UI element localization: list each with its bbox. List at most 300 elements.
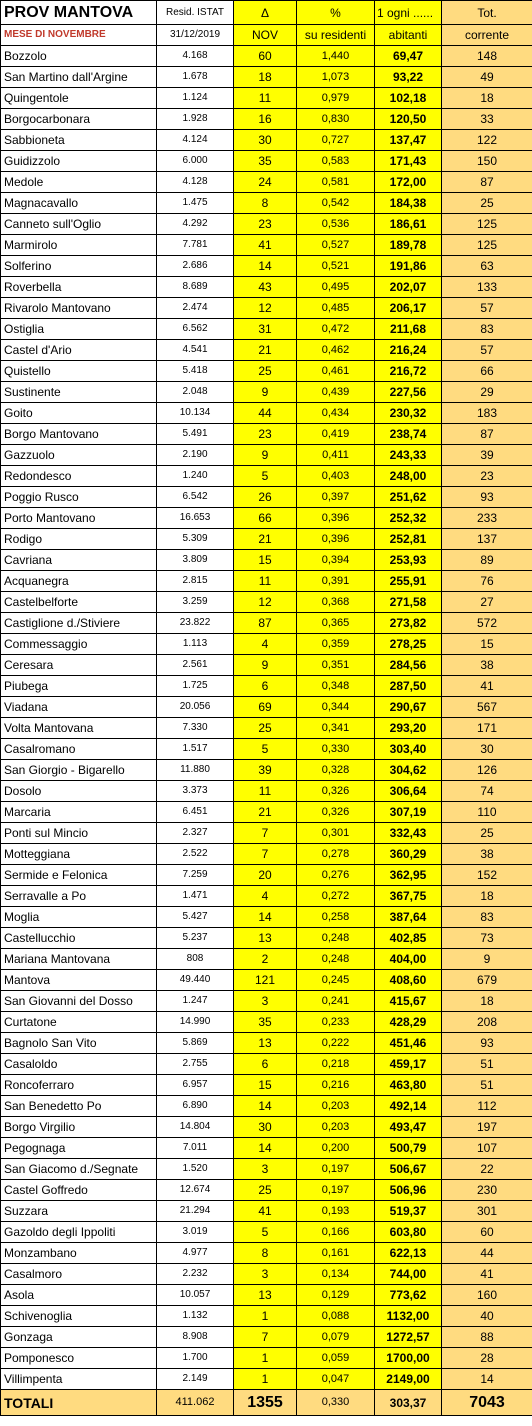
pct-cell: 0,394 bbox=[297, 550, 375, 571]
table-row bbox=[1, 970, 532, 991]
total-cell: 83 bbox=[442, 907, 532, 928]
total-cell: 122 bbox=[442, 130, 532, 151]
comune-name: San Benedetto Po bbox=[1, 1096, 157, 1117]
total-cell: 74 bbox=[442, 781, 532, 802]
pct-cell: 0,197 bbox=[297, 1159, 375, 1180]
table-row bbox=[1, 949, 532, 970]
residents-cell: 2.327 bbox=[157, 823, 234, 844]
ratio-cell: 189,78 bbox=[375, 235, 442, 256]
comune-name: Redondesco bbox=[1, 466, 157, 487]
comune-name: Canneto sull'Oglio bbox=[1, 214, 157, 235]
residents-cell: 6.542 bbox=[157, 487, 234, 508]
residents-cell: 1.678 bbox=[157, 67, 234, 88]
pct-cell: 0,216 bbox=[297, 1075, 375, 1096]
residents-cell: 2.522 bbox=[157, 844, 234, 865]
table-row bbox=[1, 1369, 532, 1390]
table-row bbox=[1, 1222, 532, 1243]
ratio-cell: 216,72 bbox=[375, 361, 442, 382]
ratio-cell: 184,38 bbox=[375, 193, 442, 214]
total-cell: 183 bbox=[442, 403, 532, 424]
comune-name: Pegognaga bbox=[1, 1138, 157, 1159]
nov-delta-cell: 12 bbox=[234, 298, 297, 319]
pct-cell: 1,440 bbox=[297, 46, 375, 67]
table-row bbox=[1, 1201, 532, 1222]
nov-delta-cell: 4 bbox=[234, 634, 297, 655]
pct-cell: 0,166 bbox=[297, 1222, 375, 1243]
col-resid-date: 31/12/2019 bbox=[157, 25, 234, 46]
pct-cell: 0,330 bbox=[297, 739, 375, 760]
residents-cell: 5.491 bbox=[157, 424, 234, 445]
comune-name: Borgo Virgilio bbox=[1, 1117, 157, 1138]
nov-delta-cell: 13 bbox=[234, 1033, 297, 1054]
total-cell: 9 bbox=[442, 949, 532, 970]
residents-cell: 4.541 bbox=[157, 340, 234, 361]
table-row bbox=[1, 529, 532, 550]
comune-name: Dosolo bbox=[1, 781, 157, 802]
nov-delta-cell: 21 bbox=[234, 529, 297, 550]
comune-name: Magnacavallo bbox=[1, 193, 157, 214]
ratio-cell: 415,67 bbox=[375, 991, 442, 1012]
comune-name: Solferino bbox=[1, 256, 157, 277]
nov-delta-cell: 6 bbox=[234, 676, 297, 697]
pct-cell: 0,245 bbox=[297, 970, 375, 991]
ratio-cell: 102,18 bbox=[375, 88, 442, 109]
table-row bbox=[1, 88, 532, 109]
total-cell: 39 bbox=[442, 445, 532, 466]
nov-delta-cell: 4 bbox=[234, 886, 297, 907]
pct-cell: 0,727 bbox=[297, 130, 375, 151]
ratio-cell: 238,74 bbox=[375, 424, 442, 445]
table-row bbox=[1, 382, 532, 403]
nov-delta-cell: 25 bbox=[234, 718, 297, 739]
table-row bbox=[1, 1243, 532, 1264]
residents-cell: 4.977 bbox=[157, 1243, 234, 1264]
comune-name: Pomponesco bbox=[1, 1348, 157, 1369]
nov-delta-cell: 1 bbox=[234, 1348, 297, 1369]
totals-ogni: 303,37 bbox=[375, 1390, 442, 1416]
ratio-cell: 216,24 bbox=[375, 340, 442, 361]
totals-nov: 1355 bbox=[234, 1390, 297, 1416]
comune-name: San Giovanni del Dosso bbox=[1, 991, 157, 1012]
nov-delta-cell: 60 bbox=[234, 46, 297, 67]
ratio-cell: 271,58 bbox=[375, 592, 442, 613]
table-row bbox=[1, 424, 532, 445]
total-cell: 208 bbox=[442, 1012, 532, 1033]
table-row bbox=[1, 907, 532, 928]
ratio-cell: 387,64 bbox=[375, 907, 442, 928]
total-cell: 125 bbox=[442, 214, 532, 235]
table-row bbox=[1, 277, 532, 298]
nov-delta-cell: 23 bbox=[234, 214, 297, 235]
residents-cell: 1.725 bbox=[157, 676, 234, 697]
total-cell: 49 bbox=[442, 67, 532, 88]
nov-delta-cell: 69 bbox=[234, 697, 297, 718]
nov-delta-cell: 24 bbox=[234, 172, 297, 193]
comune-name: Castelbelforte bbox=[1, 592, 157, 613]
nov-delta-cell: 41 bbox=[234, 1201, 297, 1222]
table-row bbox=[1, 991, 532, 1012]
ratio-cell: 243,33 bbox=[375, 445, 442, 466]
comune-name: Mariana Mantovana bbox=[1, 949, 157, 970]
pct-cell: 0,241 bbox=[297, 991, 375, 1012]
total-cell: 18 bbox=[442, 88, 532, 109]
residents-cell: 8.908 bbox=[157, 1327, 234, 1348]
comune-name: Porto Mantovano bbox=[1, 508, 157, 529]
comune-name: Medole bbox=[1, 172, 157, 193]
total-cell: 76 bbox=[442, 571, 532, 592]
pct-cell: 0,200 bbox=[297, 1138, 375, 1159]
comune-name: Gazzuolo bbox=[1, 445, 157, 466]
ratio-cell: 1272,57 bbox=[375, 1327, 442, 1348]
table-row bbox=[1, 1117, 532, 1138]
ratio-cell: 306,64 bbox=[375, 781, 442, 802]
pct-cell: 0,365 bbox=[297, 613, 375, 634]
col-tot-sub: corrente bbox=[442, 25, 532, 46]
total-cell: 93 bbox=[442, 487, 532, 508]
pct-cell: 0,278 bbox=[297, 844, 375, 865]
ratio-cell: 287,50 bbox=[375, 676, 442, 697]
nov-delta-cell: 3 bbox=[234, 1264, 297, 1285]
residents-cell: 3.259 bbox=[157, 592, 234, 613]
ratio-cell: 1700,00 bbox=[375, 1348, 442, 1369]
comune-name: Roncoferraro bbox=[1, 1075, 157, 1096]
table-row bbox=[1, 1180, 532, 1201]
comune-name: Cavriana bbox=[1, 550, 157, 571]
table-row bbox=[1, 193, 532, 214]
totals-row bbox=[1, 1390, 532, 1416]
nov-delta-cell: 5 bbox=[234, 739, 297, 760]
total-cell: 83 bbox=[442, 319, 532, 340]
residents-cell: 5.418 bbox=[157, 361, 234, 382]
nov-delta-cell: 15 bbox=[234, 1075, 297, 1096]
table-row bbox=[1, 823, 532, 844]
col-ogni-sub: abitanti bbox=[375, 25, 442, 46]
pct-cell: 0,391 bbox=[297, 571, 375, 592]
residents-cell: 23.822 bbox=[157, 613, 234, 634]
pct-cell: 0,326 bbox=[297, 781, 375, 802]
table-row bbox=[1, 298, 532, 319]
total-cell: 41 bbox=[442, 1264, 532, 1285]
nov-delta-cell: 66 bbox=[234, 508, 297, 529]
pct-cell: 0,583 bbox=[297, 151, 375, 172]
comune-name: Castiglione d./Stiviere bbox=[1, 613, 157, 634]
table-row bbox=[1, 613, 532, 634]
residents-cell: 1.132 bbox=[157, 1306, 234, 1327]
nov-delta-cell: 25 bbox=[234, 1180, 297, 1201]
ratio-cell: 202,07 bbox=[375, 277, 442, 298]
nov-delta-cell: 25 bbox=[234, 361, 297, 382]
ratio-cell: 463,80 bbox=[375, 1075, 442, 1096]
residents-cell: 1.520 bbox=[157, 1159, 234, 1180]
table-row bbox=[1, 1159, 532, 1180]
nov-delta-cell: 1 bbox=[234, 1306, 297, 1327]
ratio-cell: 506,67 bbox=[375, 1159, 442, 1180]
pct-cell: 0,344 bbox=[297, 697, 375, 718]
residents-cell: 2.474 bbox=[157, 298, 234, 319]
total-cell: 66 bbox=[442, 361, 532, 382]
ratio-cell: 362,95 bbox=[375, 865, 442, 886]
ratio-cell: 402,85 bbox=[375, 928, 442, 949]
nov-delta-cell: 8 bbox=[234, 1243, 297, 1264]
nov-delta-cell: 18 bbox=[234, 67, 297, 88]
residents-cell: 4.168 bbox=[157, 46, 234, 67]
ratio-cell: 307,19 bbox=[375, 802, 442, 823]
nov-delta-cell: 11 bbox=[234, 571, 297, 592]
table-row bbox=[1, 676, 532, 697]
pct-cell: 0,233 bbox=[297, 1012, 375, 1033]
residents-cell: 2.149 bbox=[157, 1369, 234, 1390]
ratio-cell: 622,13 bbox=[375, 1243, 442, 1264]
pct-cell: 0,495 bbox=[297, 277, 375, 298]
total-cell: 150 bbox=[442, 151, 532, 172]
total-cell: 27 bbox=[442, 592, 532, 613]
table-row bbox=[1, 634, 532, 655]
residents-cell: 1.247 bbox=[157, 991, 234, 1012]
table-row bbox=[1, 1012, 532, 1033]
pct-cell: 0,248 bbox=[297, 949, 375, 970]
comune-name: Guidizzolo bbox=[1, 151, 157, 172]
residents-cell: 6.000 bbox=[157, 151, 234, 172]
comune-name: Villimpenta bbox=[1, 1369, 157, 1390]
pct-cell: 0,396 bbox=[297, 508, 375, 529]
header-row-1 bbox=[1, 1, 532, 25]
ratio-cell: 404,00 bbox=[375, 949, 442, 970]
table-row bbox=[1, 466, 532, 487]
pct-cell: 0,059 bbox=[297, 1348, 375, 1369]
nov-delta-cell: 21 bbox=[234, 802, 297, 823]
comune-name: Marmirolo bbox=[1, 235, 157, 256]
ratio-cell: 252,81 bbox=[375, 529, 442, 550]
table-row bbox=[1, 571, 532, 592]
total-cell: 22 bbox=[442, 1159, 532, 1180]
residents-cell: 7.011 bbox=[157, 1138, 234, 1159]
ratio-cell: 451,46 bbox=[375, 1033, 442, 1054]
residents-cell: 4.124 bbox=[157, 130, 234, 151]
residents-cell: 21.294 bbox=[157, 1201, 234, 1222]
comune-name: Quistello bbox=[1, 361, 157, 382]
nov-delta-cell: 30 bbox=[234, 1117, 297, 1138]
col-pct-header: % bbox=[297, 1, 375, 25]
pct-cell: 0,047 bbox=[297, 1369, 375, 1390]
nov-delta-cell: 39 bbox=[234, 760, 297, 781]
comune-name: Bagnolo San Vito bbox=[1, 1033, 157, 1054]
nov-delta-cell: 15 bbox=[234, 550, 297, 571]
table-row bbox=[1, 781, 532, 802]
table-row bbox=[1, 235, 532, 256]
comune-name: Moglia bbox=[1, 907, 157, 928]
nov-delta-cell: 7 bbox=[234, 1327, 297, 1348]
comune-name: Sermide e Felonica bbox=[1, 865, 157, 886]
ratio-cell: 284,56 bbox=[375, 655, 442, 676]
comune-name: Piubega bbox=[1, 676, 157, 697]
residents-cell: 10.057 bbox=[157, 1285, 234, 1306]
ratio-cell: 186,61 bbox=[375, 214, 442, 235]
residents-cell: 4.128 bbox=[157, 172, 234, 193]
residents-cell: 5.869 bbox=[157, 1033, 234, 1054]
comune-name: Rodigo bbox=[1, 529, 157, 550]
total-cell: 57 bbox=[442, 298, 532, 319]
residents-cell: 1.471 bbox=[157, 886, 234, 907]
total-cell: 57 bbox=[442, 340, 532, 361]
ratio-cell: 332,43 bbox=[375, 823, 442, 844]
residents-cell: 4.292 bbox=[157, 214, 234, 235]
total-cell: 567 bbox=[442, 697, 532, 718]
comune-name: Casalromano bbox=[1, 739, 157, 760]
comune-name: Asola bbox=[1, 1285, 157, 1306]
residents-cell: 20.056 bbox=[157, 697, 234, 718]
comune-name: Curtatone bbox=[1, 1012, 157, 1033]
residents-cell: 1.517 bbox=[157, 739, 234, 760]
comune-name: Gonzaga bbox=[1, 1327, 157, 1348]
residents-cell: 808 bbox=[157, 949, 234, 970]
col-tot-header: Tot. bbox=[442, 1, 532, 25]
comune-name: Bozzolo bbox=[1, 46, 157, 67]
residents-cell: 2.815 bbox=[157, 571, 234, 592]
nov-delta-cell: 35 bbox=[234, 151, 297, 172]
residents-cell: 1.113 bbox=[157, 634, 234, 655]
pct-cell: 0,248 bbox=[297, 928, 375, 949]
pct-cell: 0,088 bbox=[297, 1306, 375, 1327]
table-row bbox=[1, 109, 532, 130]
table-row bbox=[1, 403, 532, 424]
comune-name: Monzambano bbox=[1, 1243, 157, 1264]
total-cell: 125 bbox=[442, 235, 532, 256]
comune-name: Marcaria bbox=[1, 802, 157, 823]
residents-cell: 16.653 bbox=[157, 508, 234, 529]
total-cell: 18 bbox=[442, 991, 532, 1012]
table-subtitle: MESE DI NOVEMBRE bbox=[1, 25, 157, 46]
ratio-cell: 171,43 bbox=[375, 151, 442, 172]
table-row bbox=[1, 151, 532, 172]
pct-cell: 0,193 bbox=[297, 1201, 375, 1222]
nov-delta-cell: 5 bbox=[234, 466, 297, 487]
residents-cell: 1.700 bbox=[157, 1348, 234, 1369]
table-row bbox=[1, 319, 532, 340]
pct-cell: 0,301 bbox=[297, 823, 375, 844]
ratio-cell: 2149,00 bbox=[375, 1369, 442, 1390]
ratio-cell: 206,17 bbox=[375, 298, 442, 319]
pct-cell: 0,359 bbox=[297, 634, 375, 655]
comune-name: Ponti sul Mincio bbox=[1, 823, 157, 844]
pct-cell: 0,527 bbox=[297, 235, 375, 256]
total-cell: 14 bbox=[442, 1369, 532, 1390]
pct-cell: 0,276 bbox=[297, 865, 375, 886]
comune-name: Borgocarbonara bbox=[1, 109, 157, 130]
ratio-cell: 248,00 bbox=[375, 466, 442, 487]
ratio-cell: 367,75 bbox=[375, 886, 442, 907]
nov-delta-cell: 13 bbox=[234, 928, 297, 949]
total-cell: 148 bbox=[442, 46, 532, 67]
residents-cell: 6.890 bbox=[157, 1096, 234, 1117]
pct-cell: 0,203 bbox=[297, 1117, 375, 1138]
nov-delta-cell: 87 bbox=[234, 613, 297, 634]
total-cell: 87 bbox=[442, 424, 532, 445]
comune-name: Viadana bbox=[1, 697, 157, 718]
pct-cell: 0,396 bbox=[297, 529, 375, 550]
residents-cell: 49.440 bbox=[157, 970, 234, 991]
total-cell: 133 bbox=[442, 277, 532, 298]
nov-delta-cell: 3 bbox=[234, 1159, 297, 1180]
pct-cell: 0,351 bbox=[297, 655, 375, 676]
table-row bbox=[1, 487, 532, 508]
nov-delta-cell: 11 bbox=[234, 88, 297, 109]
ratio-cell: 252,32 bbox=[375, 508, 442, 529]
ratio-cell: 69,47 bbox=[375, 46, 442, 67]
pct-cell: 0,419 bbox=[297, 424, 375, 445]
residents-cell: 6.451 bbox=[157, 802, 234, 823]
pct-cell: 0,462 bbox=[297, 340, 375, 361]
pct-cell: 0,326 bbox=[297, 802, 375, 823]
nov-delta-cell: 26 bbox=[234, 487, 297, 508]
nov-delta-cell: 7 bbox=[234, 844, 297, 865]
nov-delta-cell: 9 bbox=[234, 445, 297, 466]
header-row-2 bbox=[1, 25, 532, 46]
total-cell: 93 bbox=[442, 1033, 532, 1054]
table-row bbox=[1, 865, 532, 886]
total-cell: 87 bbox=[442, 172, 532, 193]
ratio-cell: 191,86 bbox=[375, 256, 442, 277]
comune-name: Acquanegra bbox=[1, 571, 157, 592]
nov-delta-cell: 16 bbox=[234, 109, 297, 130]
pct-cell: 0,439 bbox=[297, 382, 375, 403]
ratio-cell: 360,29 bbox=[375, 844, 442, 865]
ratio-cell: 93,22 bbox=[375, 67, 442, 88]
residents-cell: 3.019 bbox=[157, 1222, 234, 1243]
ratio-cell: 255,91 bbox=[375, 571, 442, 592]
comune-name: Ostiglia bbox=[1, 319, 157, 340]
table-row bbox=[1, 1033, 532, 1054]
total-cell: 33 bbox=[442, 109, 532, 130]
col-resid-header: Resid. ISTAT bbox=[157, 1, 234, 25]
table-row bbox=[1, 718, 532, 739]
table-row bbox=[1, 550, 532, 571]
residents-cell: 7.781 bbox=[157, 235, 234, 256]
nov-delta-cell: 14 bbox=[234, 256, 297, 277]
pct-cell: 0,328 bbox=[297, 760, 375, 781]
nov-delta-cell: 35 bbox=[234, 1012, 297, 1033]
residents-cell: 14.990 bbox=[157, 1012, 234, 1033]
table-row bbox=[1, 802, 532, 823]
nov-delta-cell: 31 bbox=[234, 319, 297, 340]
total-cell: 197 bbox=[442, 1117, 532, 1138]
total-cell: 41 bbox=[442, 676, 532, 697]
table-row bbox=[1, 1306, 532, 1327]
ratio-cell: 253,93 bbox=[375, 550, 442, 571]
pct-cell: 0,403 bbox=[297, 466, 375, 487]
pct-cell: 0,368 bbox=[297, 592, 375, 613]
residents-cell: 1.240 bbox=[157, 466, 234, 487]
table-row bbox=[1, 445, 532, 466]
comune-name: San Giacomo d./Segnate bbox=[1, 1159, 157, 1180]
total-cell: 60 bbox=[442, 1222, 532, 1243]
ratio-cell: 492,14 bbox=[375, 1096, 442, 1117]
comune-name: Casalmoro bbox=[1, 1264, 157, 1285]
ratio-cell: 603,80 bbox=[375, 1222, 442, 1243]
pct-cell: 0,341 bbox=[297, 718, 375, 739]
total-cell: 29 bbox=[442, 382, 532, 403]
nov-delta-cell: 23 bbox=[234, 424, 297, 445]
table-row bbox=[1, 886, 532, 907]
total-cell: 171 bbox=[442, 718, 532, 739]
table-row bbox=[1, 172, 532, 193]
pct-cell: 0,434 bbox=[297, 403, 375, 424]
total-cell: 38 bbox=[442, 655, 532, 676]
col-ogni-header: 1 ogni ...... bbox=[375, 1, 442, 25]
pct-cell: 0,461 bbox=[297, 361, 375, 382]
table-row bbox=[1, 1285, 532, 1306]
total-cell: 63 bbox=[442, 256, 532, 277]
total-cell: 38 bbox=[442, 844, 532, 865]
